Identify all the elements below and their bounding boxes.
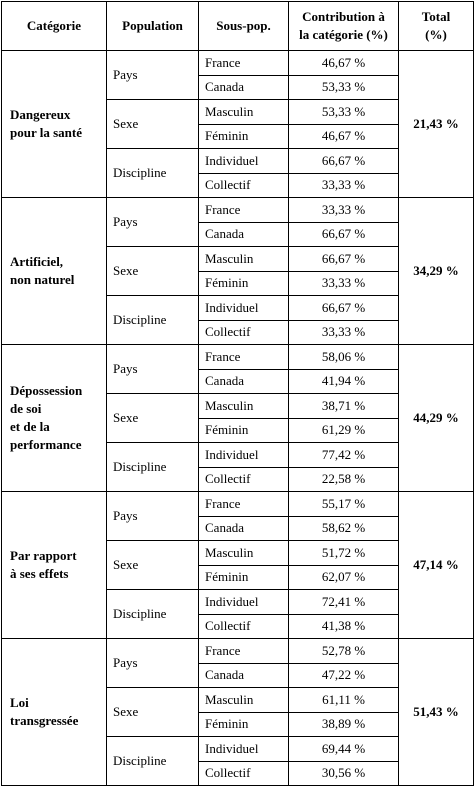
subpop-label: Masculin <box>199 541 289 566</box>
category-name <box>2 639 107 786</box>
table-row <box>2 345 474 370</box>
subpop-label: Féminin <box>199 418 289 443</box>
category-total: 47,14 % <box>399 492 474 639</box>
subpop-label: Canada <box>199 75 289 100</box>
subpop-label: Individuel <box>199 443 289 468</box>
contribution-value: 66,67 % <box>289 296 399 321</box>
contribution-value: 53,33 % <box>289 75 399 100</box>
category-name <box>2 492 107 639</box>
contribution-value: 77,42 % <box>289 443 399 468</box>
category-name <box>2 345 107 492</box>
subpop-label: France <box>199 639 289 664</box>
contribution-value: 51,72 % <box>289 541 399 566</box>
subpop-label: Individuel <box>199 149 289 174</box>
subpop-label: France <box>199 51 289 76</box>
subpop-label: France <box>199 198 289 223</box>
header-total <box>399 2 474 51</box>
subpop-label: Collectif <box>199 320 289 345</box>
contribution-value: 33,33 % <box>289 198 399 223</box>
contribution-value: 62,07 % <box>289 565 399 590</box>
population-label: Discipline <box>107 149 199 198</box>
category-name-line: et de la <box>10 419 50 434</box>
contribution-value: 33,33 % <box>289 271 399 296</box>
category-name <box>2 51 107 198</box>
table-row <box>2 639 474 664</box>
header-contribution <box>289 2 399 51</box>
category-name-line: pour la santé <box>10 125 82 140</box>
contribution-value: 41,38 % <box>289 614 399 639</box>
contribution-value: 66,67 % <box>289 222 399 247</box>
category-total: 21,43 % <box>399 51 474 198</box>
header-subpop: Sous-pop. <box>199 2 289 51</box>
population-label: Discipline <box>107 737 199 786</box>
population-label: Pays <box>107 198 199 247</box>
contribution-value: 72,41 % <box>289 590 399 615</box>
contribution-value: 61,29 % <box>289 418 399 443</box>
subpop-label: Canada <box>199 663 289 688</box>
header-row <box>2 2 474 51</box>
subpop-label: France <box>199 492 289 517</box>
subpop-label: Collectif <box>199 173 289 198</box>
population-label: Sexe <box>107 100 199 149</box>
subpop-label: Individuel <box>199 737 289 762</box>
subpop-label: Individuel <box>199 590 289 615</box>
contribution-value: 30,56 % <box>289 761 399 786</box>
contribution-value: 38,71 % <box>289 394 399 419</box>
population-label: Discipline <box>107 296 199 345</box>
contribution-value: 47,22 % <box>289 663 399 688</box>
header-contribution-line2: la catégorie (%) <box>299 27 388 42</box>
contribution-value: 52,78 % <box>289 639 399 664</box>
contribution-value: 38,89 % <box>289 712 399 737</box>
header-population: Population <box>107 2 199 51</box>
population-label: Sexe <box>107 394 199 443</box>
category-total: 34,29 % <box>399 198 474 345</box>
contribution-value: 22,58 % <box>289 467 399 492</box>
contribution-value: 46,67 % <box>289 51 399 76</box>
contribution-value: 66,67 % <box>289 247 399 272</box>
population-label: Discipline <box>107 590 199 639</box>
table-row <box>2 198 474 223</box>
category-total: 44,29 % <box>399 345 474 492</box>
population-label: Pays <box>107 492 199 541</box>
category-name-line: non naturel <box>10 272 75 287</box>
population-label: Sexe <box>107 541 199 590</box>
population-label: Sexe <box>107 688 199 737</box>
table-body <box>2 51 474 786</box>
population-label: Pays <box>107 345 199 394</box>
contribution-value: 66,67 % <box>289 149 399 174</box>
contribution-value: 33,33 % <box>289 173 399 198</box>
contribution-value: 41,94 % <box>289 369 399 394</box>
category-total: 51,43 % <box>399 639 474 786</box>
subpop-label: Collectif <box>199 761 289 786</box>
header-contribution-line1: Contribution à <box>302 9 385 24</box>
contribution-value: 46,67 % <box>289 124 399 149</box>
category-name-line: de soi <box>10 401 42 416</box>
contribution-value: 58,06 % <box>289 345 399 370</box>
contribution-value: 69,44 % <box>289 737 399 762</box>
category-name-line: Par rapport <box>10 548 77 563</box>
header-total-line2: (%) <box>425 27 447 42</box>
subpop-label: Collectif <box>199 614 289 639</box>
subpop-label: Féminin <box>199 712 289 737</box>
table-row <box>2 492 474 517</box>
category-name-line: Dangereux <box>10 107 71 122</box>
subpop-label: Collectif <box>199 467 289 492</box>
subpop-label: Féminin <box>199 565 289 590</box>
contribution-value: 58,62 % <box>289 516 399 541</box>
population-label: Sexe <box>107 247 199 296</box>
subpop-label: Féminin <box>199 124 289 149</box>
population-label: Pays <box>107 51 199 100</box>
table-row <box>2 51 474 76</box>
category-name <box>2 198 107 345</box>
subpop-label: Canada <box>199 369 289 394</box>
category-name-line: Artificiel, <box>10 254 64 269</box>
contribution-value: 33,33 % <box>289 320 399 345</box>
category-name-line: performance <box>10 437 82 452</box>
population-label: Discipline <box>107 443 199 492</box>
contribution-table <box>1 1 474 786</box>
subpop-label: France <box>199 345 289 370</box>
subpop-label: Masculin <box>199 247 289 272</box>
category-name-line: Dépossession <box>10 383 83 398</box>
subpop-label: Canada <box>199 222 289 247</box>
subpop-label: Féminin <box>199 271 289 296</box>
category-name-line: transgressée <box>10 713 79 728</box>
header-category: Catégorie <box>2 2 107 51</box>
subpop-label: Masculin <box>199 688 289 713</box>
contribution-value: 55,17 % <box>289 492 399 517</box>
subpop-label: Masculin <box>199 394 289 419</box>
category-name-line: à ses effets <box>10 566 69 581</box>
subpop-label: Individuel <box>199 296 289 321</box>
subpop-label: Canada <box>199 516 289 541</box>
population-label: Pays <box>107 639 199 688</box>
contribution-value: 53,33 % <box>289 100 399 125</box>
contribution-value: 61,11 % <box>289 688 399 713</box>
header-total-line1: Total <box>421 9 451 24</box>
category-name-line: Loi <box>10 695 29 710</box>
subpop-label: Masculin <box>199 100 289 125</box>
